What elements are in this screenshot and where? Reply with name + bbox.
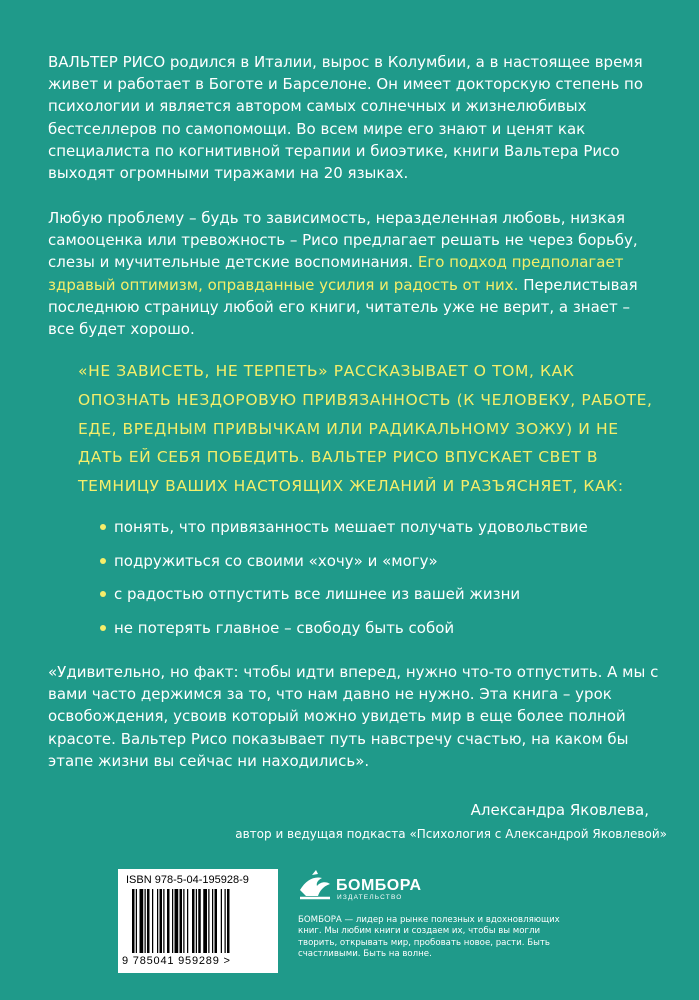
ean-digits: 9 785041 959289 > xyxy=(122,955,231,967)
bombora-wave-icon xyxy=(296,866,334,904)
approach-text-before: Любую проблему – будь то зависимость, неразделенная любовь, низкая самооценка или тревожность – Рисо предлагает решать не через борьбу, слезы и мучительные детские воспоминания. xyxy=(48,209,638,272)
approach-text-after: Перелистывая последнюю страницу любой его книги, читатель уже не верит, а знает – все будет хорошо. xyxy=(48,275,638,339)
bullet-dot-icon xyxy=(100,558,106,564)
list-item: понять, что привязанность мешает получать удовольствие xyxy=(100,516,660,550)
testimonial-quote: «Удивительно, но факт: чтобы идти вперед, нужно что-то отпустить. А мы с вами часто держимся за то, что нам давно не нужно. Эта книга – урок освобождения, усвоив который можно увидеть мир в еще более полной красоте. Вальтер Рисо показывает путь навстречу счастью, на каком бы этапе жизни вы сейчас ни находились». xyxy=(48,663,659,770)
about-author-text: родился в Италии, вырос в Колумбии, а в настоящее время живет и работает в Боготе и Барселоне. Он имеет докторскую степень по психологии и является автором самых солнечных и жизнелюбивых бестселлеров по самопомощи. Во всем мире его знают и ценят как специалиста по когнитивной терапии и биоэтике, книги Вальтера Рисо выходят огромными тиражами на 20 языках. xyxy=(48,53,644,183)
isbn-label: ISBN 978-5-04-195928-9 xyxy=(126,874,249,886)
bullet-dot-icon xyxy=(100,625,106,631)
bullet-dot-icon xyxy=(100,524,106,530)
barcode-bars xyxy=(132,889,268,953)
about-author-paragraph xyxy=(48,51,658,184)
testimonial-author-role: автор и ведущая подкаста «Психология с Александрой Яковлевой» xyxy=(235,827,667,841)
testimonial-author: Александра Яковлева, xyxy=(470,801,649,819)
barcode xyxy=(118,869,278,973)
approach-highlight: Его подход предполагает здравый оптимизм, оправданные усилия и радость от них. xyxy=(48,253,624,294)
list-item: с радостью отпустить все лишнее из вашей жизни xyxy=(100,583,660,617)
publisher-description: БОМБОРА — лидер на рынке полезных и вдохновляющих книг. Мы любим книги и создаем их, чтобы вы могли творить, открывать мир, пробовать новое, расти. Быть счастливыми. Быть на волне. xyxy=(298,915,560,959)
benefits-list xyxy=(100,516,660,650)
book-pitch: «НЕ ЗАВИСЕТЬ, НЕ ТЕРПЕТЬ» РАССКАЗЫВАЕТ О ТОМ, КАК ОПОЗНАТЬ НЕЗДОРОВУЮ ПРИВЯЗАННОСТЬ (К ЧЕЛОВЕКУ, РАБОТЕ, ЕДЕ, ВРЕДНЫМ ПРИВЫЧКАМ ИЛИ РАДИКАЛЬНОМУ ЗОЖУ) И НЕ ДАТЬ ЕЙ СЕБЯ ПОБЕДИТЬ. ВАЛЬТЕР РИСО ВПУСКАЕТ СВЕТ В ТЕМНИЦУ ВАШИХ НАСТОЯЩИХ ЖЕЛАНИЙ И РАЗЪЯСНЯЕТ, КАК: xyxy=(78,362,653,496)
list-item: подружиться со своими «хочу» и «могу» xyxy=(100,550,660,584)
author-name-caps: ВАЛЬТЕР РИСО xyxy=(48,53,166,71)
bullet-dot-icon xyxy=(100,591,106,597)
approach-paragraph xyxy=(48,207,658,340)
publisher-subtitle: ИЗДАТЕЛЬСТВО xyxy=(337,894,403,901)
publisher-brand: БОМБОРА xyxy=(336,877,422,894)
list-item: не потерять главное – свободу быть собой xyxy=(100,617,660,651)
